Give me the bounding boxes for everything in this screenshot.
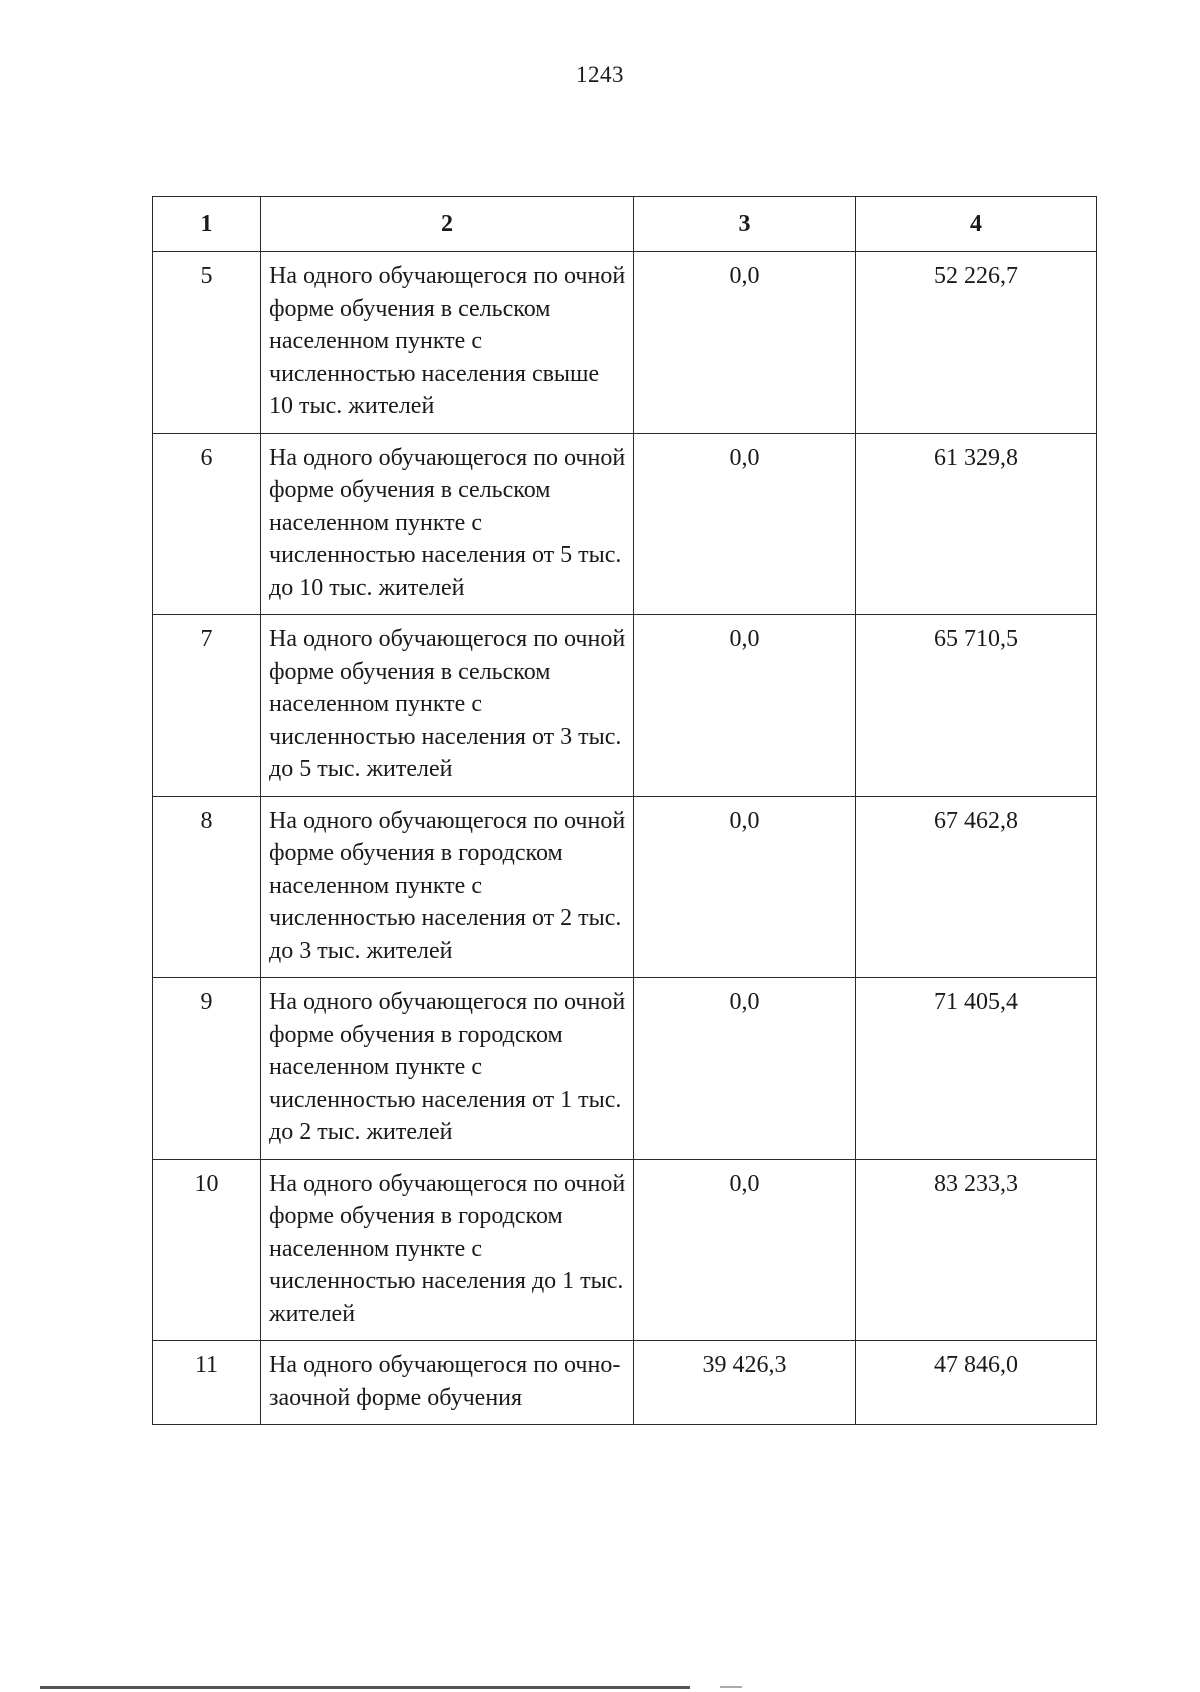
row-number: 11 bbox=[153, 1341, 261, 1425]
row-description: На одного обучающегося по очной форме обучения в сельском населенном пункте с численностью населения от 3 тыс. до 5 тыс. жителей bbox=[261, 615, 634, 797]
header-col-3: 3 bbox=[634, 197, 856, 252]
row-col4-value: 83 233,3 bbox=[856, 1159, 1097, 1341]
scan-artifact-line bbox=[40, 1686, 690, 1689]
header-col-1: 1 bbox=[153, 197, 261, 252]
table-body bbox=[153, 252, 1097, 1425]
table-row bbox=[153, 1159, 1097, 1341]
table-row bbox=[153, 615, 1097, 797]
header-col-2: 2 bbox=[261, 197, 634, 252]
table-row bbox=[153, 433, 1097, 615]
row-description: На одного обучающегося по очной форме обучения в городском населенном пункте с численностью населения до 1 тыс. жителей bbox=[261, 1159, 634, 1341]
page-number: 1243 bbox=[576, 62, 624, 87]
row-description: На одного обучающегося по очной форме обучения в городском населенном пункте с численностью населения от 2 тыс. до 3 тыс. жителей bbox=[261, 796, 634, 978]
row-number: 5 bbox=[153, 252, 261, 434]
row-col4-value: 47 846,0 bbox=[856, 1341, 1097, 1425]
row-col3-value: 0,0 bbox=[634, 1159, 856, 1341]
row-description: На одного обучающегося по очной форме обучения в сельском населенном пункте с численностью населения свыше 10 тыс. жителей bbox=[261, 252, 634, 434]
row-description: На одного обучающегося по очной форме обучения в городском населенном пункте с численностью населения от 1 тыс. до 2 тыс. жителей bbox=[261, 978, 634, 1160]
row-col4-value: 67 462,8 bbox=[856, 796, 1097, 978]
row-number: 7 bbox=[153, 615, 261, 797]
row-col4-value: 52 226,7 bbox=[856, 252, 1097, 434]
row-col3-value: 0,0 bbox=[634, 978, 856, 1160]
row-col4-value: 71 405,4 bbox=[856, 978, 1097, 1160]
row-description: На одного обучающегося по очной форме обучения в сельском населенном пункте с численностью населения от 5 тыс. до 10 тыс. жителей bbox=[261, 433, 634, 615]
row-description: На одного обучающегося по очно-заочной форме обучения bbox=[261, 1341, 634, 1425]
row-col3-value: 0,0 bbox=[634, 252, 856, 434]
row-number: 10 bbox=[153, 1159, 261, 1341]
row-number: 8 bbox=[153, 796, 261, 978]
norms-table bbox=[152, 196, 1097, 1425]
table-row bbox=[153, 1341, 1097, 1425]
table-row bbox=[153, 978, 1097, 1160]
row-col3-value: 39 426,3 bbox=[634, 1341, 856, 1425]
table-row bbox=[153, 252, 1097, 434]
row-number: 9 bbox=[153, 978, 261, 1160]
row-number: 6 bbox=[153, 433, 261, 615]
row-col4-value: 61 329,8 bbox=[856, 433, 1097, 615]
scan-artifact-mark bbox=[720, 1686, 742, 1688]
table-row bbox=[153, 796, 1097, 978]
row-col4-value: 65 710,5 bbox=[856, 615, 1097, 797]
table-header bbox=[153, 197, 1097, 252]
header-col-4: 4 bbox=[856, 197, 1097, 252]
row-col3-value: 0,0 bbox=[634, 433, 856, 615]
row-col3-value: 0,0 bbox=[634, 796, 856, 978]
header-row bbox=[153, 197, 1097, 252]
row-col3-value: 0,0 bbox=[634, 615, 856, 797]
